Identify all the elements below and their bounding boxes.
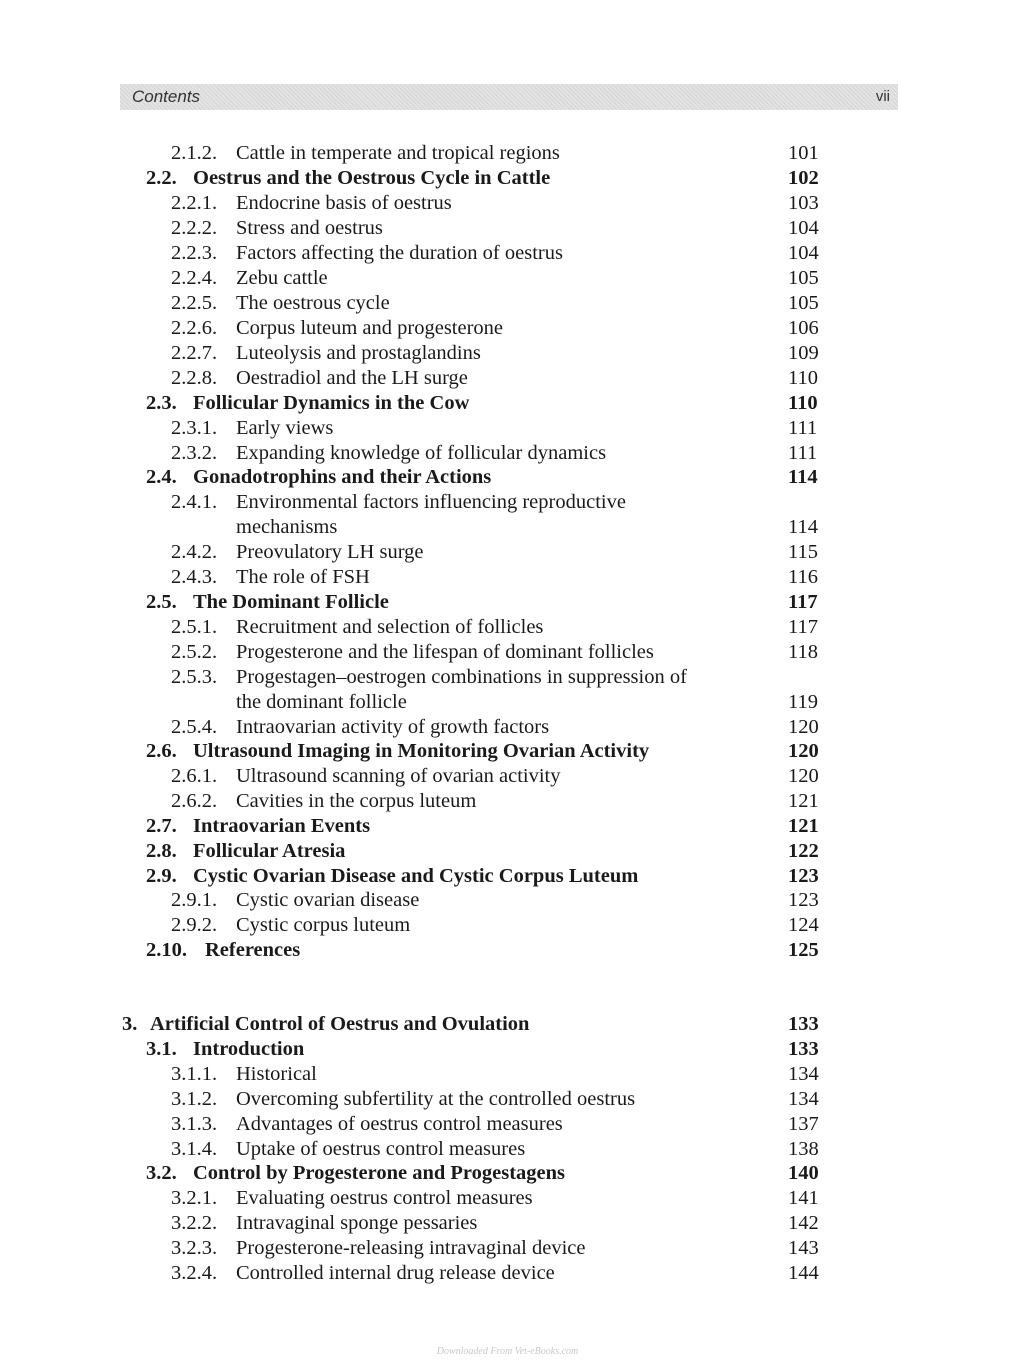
toc-entry-title: Zebu cattle: [236, 267, 328, 289]
toc-entry-page: 101: [788, 142, 819, 164]
toc-entry-page: 116: [788, 566, 818, 588]
toc-entry: [0, 416, 1015, 441]
toc-entry-title: Control by Progesterone and Progestagens: [193, 1162, 566, 1184]
running-head-title: Contents: [132, 87, 201, 106]
toc-entry-title: Intraovarian Events: [193, 815, 371, 837]
toc-entry: [0, 266, 1015, 291]
toc-entry-title: Cavities in the corpus luteum: [236, 790, 477, 812]
toc-entry-number: 2.2.2.: [171, 217, 218, 239]
toc-entry-page: 105: [788, 267, 819, 289]
toc-entry: [0, 141, 1015, 166]
toc-entry-number: 3.2.4.: [171, 1262, 218, 1284]
toc-entry-page: 125: [788, 939, 819, 961]
toc-entry-number: 3.1.: [146, 1038, 177, 1060]
toc-entry-title: Progesterone and the lifespan of dominant follicles: [236, 641, 654, 663]
toc-entry-title: Cystic corpus luteum: [236, 914, 411, 936]
toc-entry-title: Follicular Atresia: [193, 840, 346, 862]
toc-entry-title: Gonadotrophins and their Actions: [193, 466, 492, 488]
toc-entry-page: 104: [788, 242, 819, 264]
toc-entry: [0, 1137, 1015, 1162]
toc-entry-page: 144: [788, 1262, 819, 1284]
toc-entry-title: Luteolysis and prostaglandins: [236, 342, 481, 364]
toc-entry-number: 2.10.: [146, 939, 187, 961]
toc-entry-title: Progesterone-releasing intravaginal device: [236, 1237, 586, 1259]
toc-entry-number: 2.4.3.: [171, 566, 218, 588]
toc-entry-number: 2.2.3.: [171, 242, 218, 264]
toc-entry-number: 2.2.8.: [171, 367, 218, 389]
toc-entry-page: 142: [788, 1212, 819, 1234]
toc-entry-number: 3.2.: [146, 1162, 177, 1184]
toc-entry: [0, 789, 1015, 814]
toc-entry: [0, 1211, 1015, 1236]
footer-watermark: Downloaded From Vet-eBooks.com: [436, 1346, 579, 1357]
running-head-page-number: vii: [875, 88, 890, 105]
toc-entry-number: 2.9.2.: [171, 914, 218, 936]
running-head: [120, 84, 898, 110]
toc-entry-title: Endocrine basis of oestrus: [236, 192, 452, 214]
toc-section-heading: [0, 739, 1015, 764]
toc-entry-number: 3.: [122, 1013, 138, 1035]
toc-entry: [0, 291, 1015, 316]
toc-entry: [0, 615, 1015, 640]
toc-entry-number: 3.2.1.: [171, 1187, 218, 1209]
toc-entry-number: 3.1.3.: [171, 1113, 218, 1135]
toc-entry-title: Follicular Dynamics in the Cow: [193, 392, 470, 414]
toc-entry-page: 110: [788, 392, 818, 414]
toc-entry-continuation: [0, 515, 1015, 540]
toc-entry-number: 2.3.: [146, 392, 177, 414]
toc-entry-page: 110: [788, 367, 818, 389]
toc-entry-number: 2.2.4.: [171, 267, 218, 289]
toc-section-heading: [0, 166, 1015, 191]
toc-entry-number: 2.1.2.: [171, 142, 218, 164]
toc-entry-page: 140: [788, 1162, 819, 1184]
toc-entry-page: 115: [788, 541, 818, 563]
toc-entry-number: 2.2.5.: [171, 292, 218, 314]
toc-section-heading: [0, 1037, 1015, 1062]
toc-entry-page: 133: [788, 1038, 819, 1060]
toc-entry-number: 2.6.1.: [171, 765, 218, 787]
toc-entry-number: 2.9.: [146, 865, 177, 887]
toc-entry-page: 134: [788, 1063, 819, 1085]
toc-entry-number: 2.6.2.: [171, 790, 218, 812]
toc-entry-number: 2.5.3.: [171, 666, 218, 688]
toc-entry-page: 123: [788, 889, 819, 911]
toc-entry: [0, 764, 1015, 789]
toc-entry-page: 103: [788, 192, 819, 214]
toc-entry: [0, 1062, 1015, 1087]
toc-entry-title: Oestrus and the Oestrous Cycle in Cattle: [193, 167, 551, 189]
toc-entry-page: 102: [788, 167, 819, 189]
toc-entry-page: 118: [788, 641, 818, 663]
toc-entry-page: 120: [788, 716, 819, 738]
toc-entry-page: 141: [788, 1187, 819, 1209]
toc-entry-number: 2.2.: [146, 167, 177, 189]
toc-section-heading: [0, 839, 1015, 864]
toc-entry-number: 2.3.2.: [171, 442, 218, 464]
toc-entry-page: 133: [788, 1013, 819, 1035]
toc-entry-title: Expanding knowledge of follicular dynamics: [236, 442, 607, 464]
toc-entry-title: Environmental factors influencing reproductive: [236, 491, 626, 513]
toc-entry: [0, 715, 1015, 740]
toc-entry: [0, 441, 1015, 466]
toc-entry: [0, 316, 1015, 341]
toc-entry-number: 2.3.1.: [171, 417, 218, 439]
toc-entry-number: 2.5.2.: [171, 641, 218, 663]
toc-entry: [0, 490, 1015, 515]
toc-entry-title: Recruitment and selection of follicles: [236, 616, 544, 638]
toc-section-heading: [0, 938, 1015, 963]
toc-entry-number: 2.5.4.: [171, 716, 218, 738]
toc-entry-title: Evaluating oestrus control measures: [236, 1187, 533, 1209]
toc-entry-title: the dominant follicle: [236, 691, 407, 713]
toc-entry-title: Cystic ovarian disease: [236, 889, 420, 911]
toc-entry-title: Advantages of oestrus control measures: [236, 1113, 563, 1135]
toc-entry-title: Early views: [236, 417, 334, 439]
toc-entry-page: 111: [788, 417, 818, 439]
toc-section-heading: [0, 391, 1015, 416]
toc-entry-number: 2.8.: [146, 840, 177, 862]
toc-entry: [0, 888, 1015, 913]
toc-entry-title: mechanisms: [236, 516, 338, 538]
toc-entry-title: Historical: [236, 1063, 317, 1085]
toc-entry-page: 114: [788, 516, 818, 538]
toc-entry-title: Artificial Control of Oestrus and Ovulation: [150, 1013, 530, 1035]
toc-entry-title: Overcoming subfertility at the controlled oestrus: [236, 1088, 636, 1110]
toc-entry-page: 138: [788, 1138, 819, 1160]
toc-entry-number: 2.2.1.: [171, 192, 218, 214]
toc-entry-number: 3.1.2.: [171, 1088, 218, 1110]
toc-entry-page: 121: [788, 815, 819, 837]
toc-entry-number: 2.4.2.: [171, 541, 218, 563]
toc-entry-title: Controlled internal drug release device: [236, 1262, 555, 1284]
toc-entry: [0, 366, 1015, 391]
toc-entry-number: 3.1.4.: [171, 1138, 218, 1160]
toc-entry-page: 114: [788, 466, 818, 488]
toc-entry-page: 105: [788, 292, 819, 314]
toc-entry-page: 123: [788, 865, 819, 887]
toc-entry-page: 120: [788, 740, 819, 762]
toc-entry-page: 111: [788, 442, 818, 464]
toc-entry-page: 120: [788, 765, 819, 787]
toc-entry: [0, 1236, 1015, 1261]
toc-entry: [0, 1112, 1015, 1137]
toc-entry-title: Corpus luteum and progesterone: [236, 317, 504, 339]
toc-entry-title: Cystic Ovarian Disease and Cystic Corpus Luteum: [193, 865, 639, 887]
toc-entry-title: Progestagen–oestrogen combinations in suppression of: [236, 666, 687, 688]
toc-entry-page: 117: [788, 616, 818, 638]
toc-entry-number: 2.5.: [146, 591, 177, 613]
toc-entry-title: Preovulatory LH surge: [236, 541, 424, 563]
toc-entry-number: 3.2.3.: [171, 1237, 218, 1259]
toc-entry-page: 109: [788, 342, 819, 364]
toc-entry-page: 122: [788, 840, 819, 862]
toc-section-heading: [0, 864, 1015, 889]
toc-section-heading: [0, 590, 1015, 615]
toc-entry-number: 2.6.: [146, 740, 177, 762]
toc-section-heading: [0, 465, 1015, 490]
toc-entry-number: 3.1.1.: [171, 1063, 218, 1085]
toc-entry-title: Cattle in temperate and tropical regions: [236, 142, 560, 164]
toc-entry-title: Intraovarian activity of growth factors: [236, 716, 550, 738]
toc-entry: [0, 640, 1015, 665]
toc-entry: [0, 341, 1015, 366]
toc-entry: [0, 913, 1015, 938]
toc-entry-page: 119: [788, 691, 818, 713]
toc-entry-title: Intravaginal sponge pessaries: [236, 1212, 478, 1234]
toc-entry-title: The role of FSH: [236, 566, 370, 588]
toc-entry-number: 2.5.1.: [171, 616, 218, 638]
toc-entry-page: 134: [788, 1088, 819, 1110]
toc-entry-title: Ultrasound Imaging in Monitoring Ovarian Activity: [193, 740, 650, 762]
toc-entry: [0, 565, 1015, 590]
toc-entry-number: 2.4.: [146, 466, 177, 488]
toc-entry: [0, 665, 1015, 690]
toc-entry-number: 2.7.: [146, 815, 177, 837]
toc-entry-title: The oestrous cycle: [236, 292, 390, 314]
toc-entry-title: References: [205, 939, 301, 961]
toc-chapter-heading: [0, 1012, 1015, 1037]
toc-entry-title: The Dominant Follicle: [193, 591, 389, 613]
toc-entry-page: 124: [788, 914, 819, 936]
toc-entry-title: Uptake of oestrus control measures: [236, 1138, 526, 1160]
toc-entry-number: 2.2.7.: [171, 342, 218, 364]
toc-entry: [0, 241, 1015, 266]
toc-entry-number: 2.2.6.: [171, 317, 218, 339]
toc-entry: [0, 1087, 1015, 1112]
toc-entry: [0, 216, 1015, 241]
toc-entry-number: 3.2.2.: [171, 1212, 218, 1234]
toc-entry-page: 104: [788, 217, 819, 239]
toc-entry-page: 117: [788, 591, 818, 613]
toc-section-heading: [0, 1161, 1015, 1186]
toc-entry-title: Factors affecting the duration of oestrus: [236, 242, 563, 264]
toc-entry-continuation: [0, 690, 1015, 715]
toc-entry-page: 143: [788, 1237, 819, 1259]
toc-entry-page: 121: [788, 790, 819, 812]
toc-entry-page: 137: [788, 1113, 819, 1135]
toc-entry: [0, 1186, 1015, 1211]
toc-entry-title: Introduction: [193, 1038, 305, 1060]
toc-entry-page: 106: [788, 317, 819, 339]
toc-entry-title: Stress and oestrus: [236, 217, 383, 239]
toc-section-heading: [0, 814, 1015, 839]
toc-entry-number: 2.9.1.: [171, 889, 218, 911]
toc-entry-title: Oestradiol and the LH surge: [236, 367, 468, 389]
toc-entry: [0, 191, 1015, 216]
toc-entry-title: Ultrasound scanning of ovarian activity: [236, 765, 561, 787]
toc-entry: [0, 540, 1015, 565]
toc-entry-number: 2.4.1.: [171, 491, 218, 513]
toc-entry: [0, 1261, 1015, 1286]
